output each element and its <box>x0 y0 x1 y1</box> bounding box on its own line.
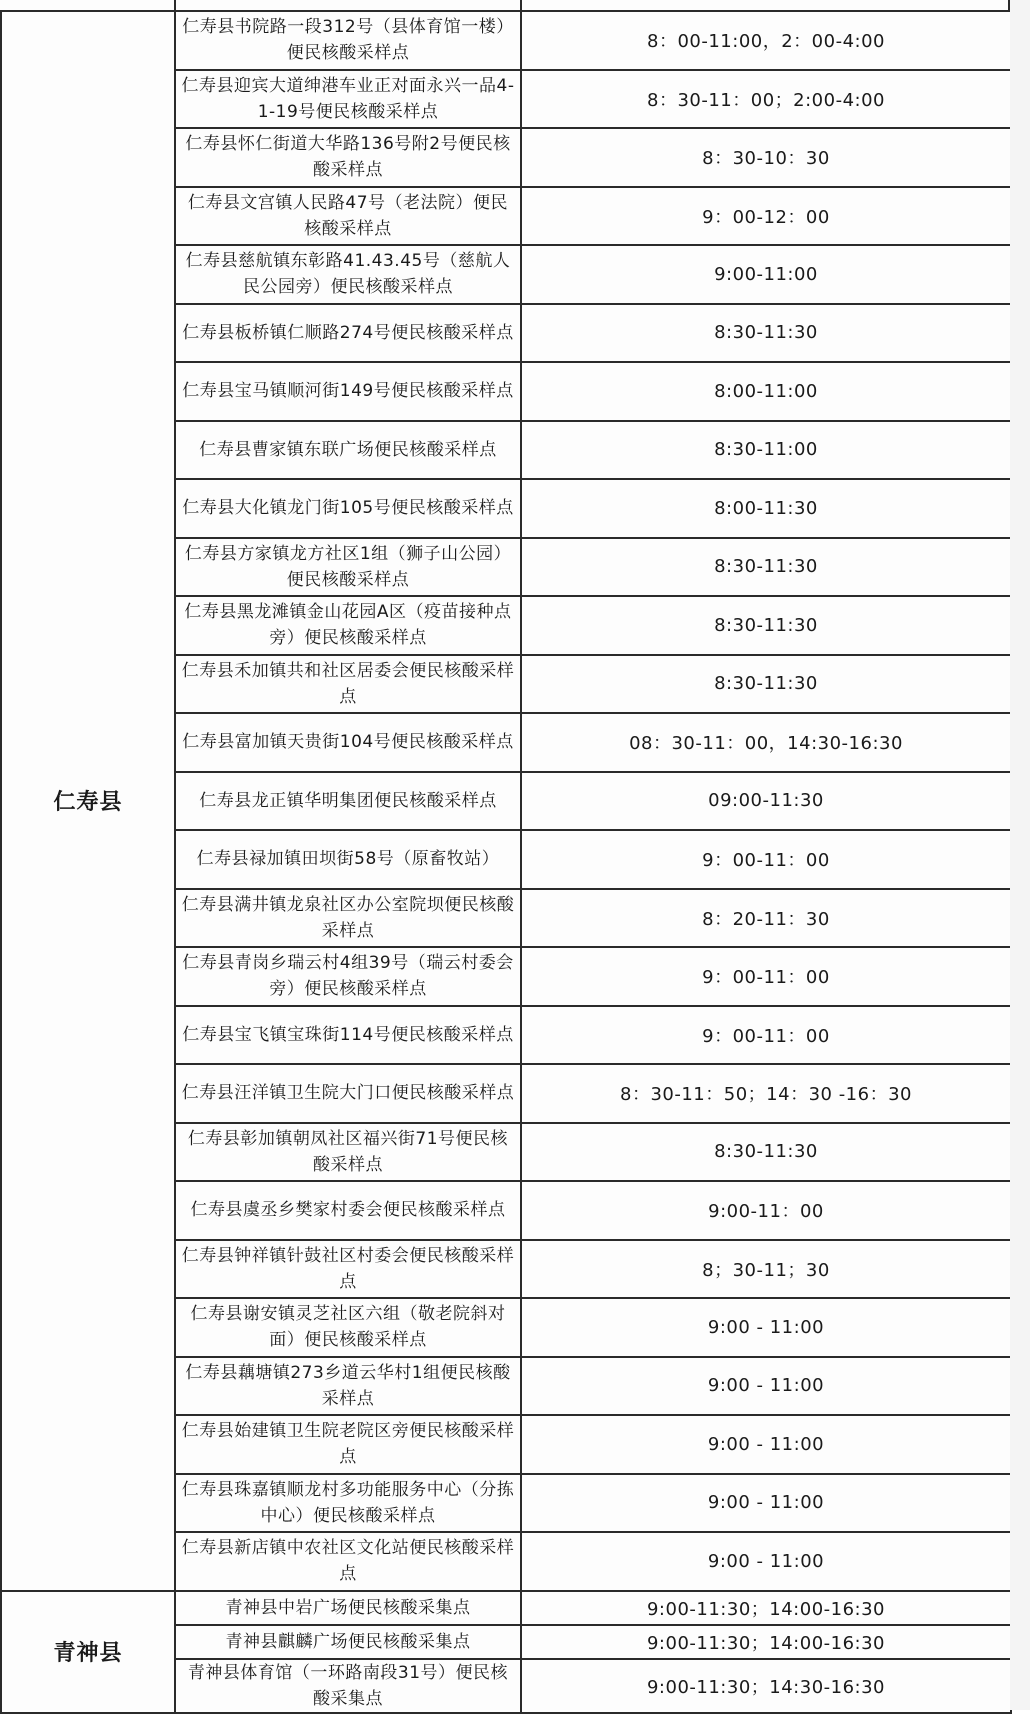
sampling-time-cell: 9:00 - 11:00 <box>521 1474 1011 1533</box>
sampling-time-cell: 8：00-11:00，2：00-4:00 <box>521 11 1011 70</box>
sampling-time-cell: 9：00-12：00 <box>521 187 1011 246</box>
site-name-cell: 仁寿县青岗乡瑞云村4组39号（瑞云村委会旁）便民核酸采样点 <box>175 947 521 1006</box>
sampling-time-cell: 8:00-11:00 <box>521 362 1011 421</box>
sampling-time-cell: 9:00 - 11:00 <box>521 1357 1011 1416</box>
sampling-time-cell: 9:00 - 11:00 <box>521 1415 1011 1474</box>
sampling-time-cell: 8:30-11:30 <box>521 304 1011 363</box>
sampling-time-cell: 8；30-11；30 <box>521 1240 1011 1299</box>
sampling-time-cell: 9:00 - 11:00 <box>521 1298 1011 1357</box>
site-name-cell: 仁寿县汪洋镇卫生院大门口便民核酸采样点 <box>175 1064 521 1123</box>
site-name-cell: 仁寿县怀仁街道大华路136号附2号便民核酸采样点 <box>175 128 521 187</box>
site-name-cell: 仁寿县钟祥镇针鼓社区村委会便民核酸采样点 <box>175 1240 521 1299</box>
table-row <box>1 1591 1011 1625</box>
county-cell: 仁寿县 <box>1 11 175 1591</box>
site-name-cell: 仁寿县宝飞镇宝珠街114号便民核酸采样点 <box>175 1006 521 1065</box>
site-name-cell: 仁寿县始建镇卫生院老院区旁便民核酸采样点 <box>175 1415 521 1474</box>
site-name-cell: 仁寿县谢安镇灵芝社区六组（敬老院斜对面）便民核酸采样点 <box>175 1298 521 1357</box>
sampling-time-cell: 9：00-11：00 <box>521 947 1011 1006</box>
table-row <box>1 11 1011 70</box>
site-name-cell: 仁寿县珠嘉镇顺龙村多功能服务中心（分拣中心）便民核酸采样点 <box>175 1474 521 1533</box>
sampling-time-cell: 9:00-11:30；14:00-16:30 <box>521 1625 1011 1659</box>
sampling-time-cell: 8:30-11:30 <box>521 1123 1011 1182</box>
sampling-time-cell: 09:00-11:30 <box>521 772 1011 831</box>
site-name-cell: 仁寿县龙正镇华明集团便民核酸采样点 <box>175 772 521 831</box>
site-name-cell: 仁寿县满井镇龙泉社区办公室院坝便民核酸采样点 <box>175 889 521 948</box>
sampling-time-cell: 08：30-11：00，14:30-16:30 <box>521 713 1011 772</box>
sampling-time-cell: 9:00-11:30；14:00-16:30 <box>521 1591 1011 1625</box>
sampling-time-cell: 9：00-11：00 <box>521 830 1011 889</box>
site-name-cell: 仁寿县曹家镇东联广场便民核酸采样点 <box>175 421 521 480</box>
sampling-time-cell: 9:00-11:30；14:30-16:30 <box>521 1659 1011 1713</box>
site-name-cell: 青神县中岩广场便民核酸采集点 <box>175 1591 521 1625</box>
sampling-time-cell: 9：00-11：00 <box>521 1006 1011 1065</box>
sampling-sites-table <box>0 10 1012 1714</box>
sampling-time-cell: 8:00-11:30 <box>521 479 1011 538</box>
site-name-cell: 仁寿县慈航镇东彰路41.43.45号（慈航人民公园旁）便民核酸采样点 <box>175 245 521 304</box>
site-name-cell: 仁寿县禾加镇共和社区居委会便民核酸采样点 <box>175 655 521 714</box>
sampling-time-cell: 9:00-11：00 <box>521 1181 1011 1240</box>
site-name-cell: 青神县体育馆（一环路南段31号）便民核酸采集点 <box>175 1659 521 1713</box>
site-name-cell: 仁寿县富加镇天贵街104号便民核酸采样点 <box>175 713 521 772</box>
sampling-time-cell: 8：30-11：50；14：30 -16：30 <box>521 1064 1011 1123</box>
site-name-cell: 仁寿县宝马镇顺河街149号便民核酸采样点 <box>175 362 521 421</box>
sampling-time-cell: 9:00-11:00 <box>521 245 1011 304</box>
sampling-time-cell: 8：30-10：30 <box>521 128 1011 187</box>
site-name-cell: 仁寿县虞丞乡樊家村委会便民核酸采样点 <box>175 1181 521 1240</box>
right-margin <box>1010 0 1030 1710</box>
site-name-cell: 仁寿县彰加镇朝凤社区福兴街71号便民核酸采样点 <box>175 1123 521 1182</box>
sampling-time-cell: 8:30-11:30 <box>521 538 1011 597</box>
site-name-cell: 仁寿县藕塘镇273乡道云华村1组便民核酸采样点 <box>175 1357 521 1416</box>
site-name-cell: 仁寿县方家镇龙方社区1组（狮子山公园）便民核酸采样点 <box>175 538 521 597</box>
site-name-cell: 仁寿县禄加镇田坝街58号（原畜牧站） <box>175 830 521 889</box>
sampling-time-cell: 8:30-11:30 <box>521 596 1011 655</box>
site-name-cell: 仁寿县大化镇龙门街105号便民核酸采样点 <box>175 479 521 538</box>
site-name-cell: 仁寿县迎宾大道绅港车业正对面永兴一品4-1-19号便民核酸采样点 <box>175 70 521 129</box>
site-name-cell: 青神县麒麟广场便民核酸采集点 <box>175 1625 521 1659</box>
site-name-cell: 仁寿县书院路一段312号（县体育馆一楼）便民核酸采样点 <box>175 11 521 70</box>
sampling-time-cell: 8:30-11:30 <box>521 655 1011 714</box>
site-name-cell: 仁寿县新店镇中农社区文化站便民核酸采样点 <box>175 1532 521 1591</box>
sampling-time-cell: 9:00 - 11:00 <box>521 1532 1011 1591</box>
sampling-time-cell: 8：20-11：30 <box>521 889 1011 948</box>
site-name-cell: 仁寿县黑龙滩镇金山花园A区（疫苗接种点旁）便民核酸采样点 <box>175 596 521 655</box>
site-name-cell: 仁寿县文宫镇人民路47号（老法院）便民核酸采样点 <box>175 187 521 246</box>
site-name-cell: 仁寿县板桥镇仁顺路274号便民核酸采样点 <box>175 304 521 363</box>
sampling-time-cell: 8：30-11：00；2:00-4:00 <box>521 70 1011 129</box>
sampling-time-cell: 8:30-11:00 <box>521 421 1011 480</box>
county-cell: 青神县 <box>1 1591 175 1713</box>
